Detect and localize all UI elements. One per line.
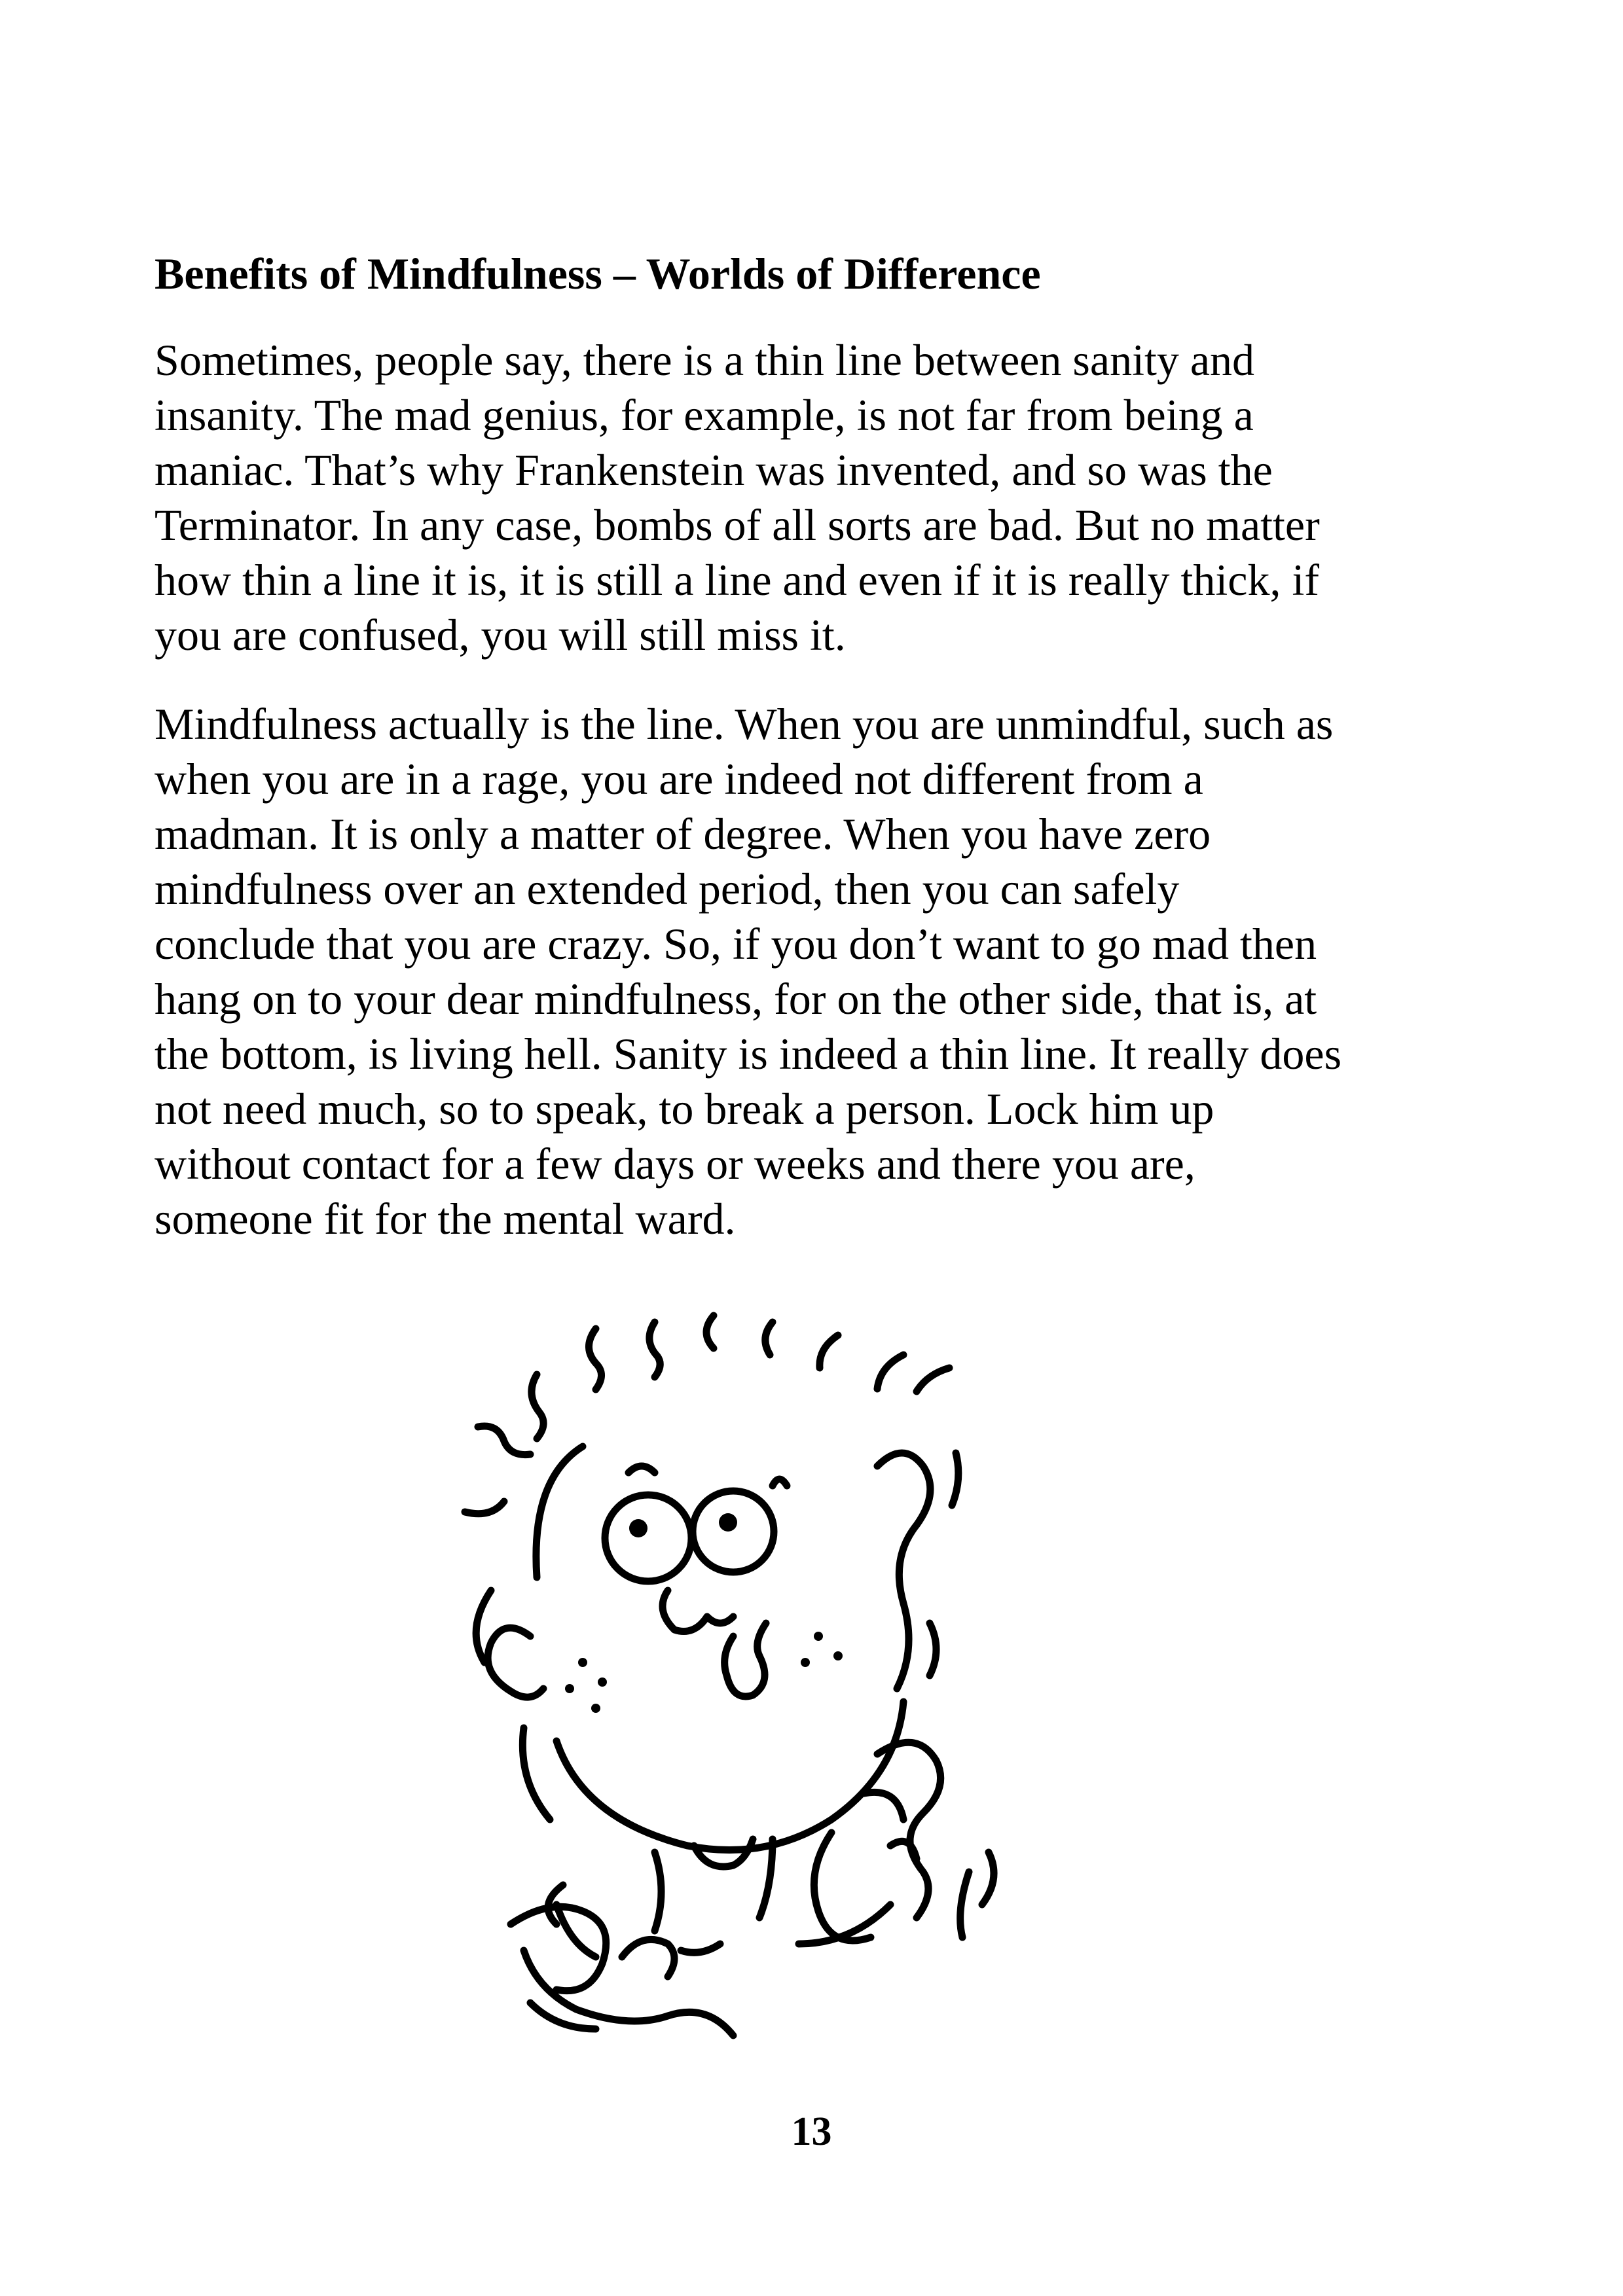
paragraph-2	[155, 696, 1503, 1246]
text-line: you are confused, you will still miss it.	[155, 610, 846, 660]
text-line: Terminator. In any case, bombs of all sorts are bad. But no matter	[155, 500, 1320, 550]
text-line: the bottom, is living hell. Sanity is indeed a thin line. It really does	[155, 1029, 1342, 1079]
text-line: when you are in a rage, you are indeed not different from a	[155, 754, 1203, 804]
text-line: mindfulness over an extended period, then you can safely	[155, 864, 1180, 914]
cartoon-drawing	[406, 1296, 1126, 2081]
text-line: someone fit for the mental ward.	[155, 1194, 736, 1244]
crazy-man-illustration	[406, 1296, 1126, 2081]
hair-strands	[465, 1316, 958, 1514]
paragraph-1	[155, 332, 1503, 662]
text-line: without contact for a few days or weeks and there you are,	[155, 1139, 1195, 1189]
text-line: not need much, so to speak, to break a person. Lock him up	[155, 1084, 1214, 1134]
text-line: insanity. The mad genius, for example, is not far from being a	[155, 390, 1254, 440]
section-heading: Benefits of Mindfulness – Worlds of Difference	[155, 249, 1041, 298]
eyes	[605, 1466, 787, 1581]
text-line: Sometimes, people say, there is a thin line between sanity and	[155, 335, 1255, 385]
face-features	[565, 1590, 843, 1713]
page-number: 13	[791, 2109, 832, 2154]
text-line: maniac. That’s why Frankenstein was invented, and so was the	[155, 445, 1273, 495]
text-line: hang on to your dear mindfulness, for on the other side, that is, at	[155, 974, 1317, 1024]
text-line: Mindfulness actually is the line. When you are unmindful, such as	[155, 699, 1334, 749]
text-line: conclude that you are crazy. So, if you don’t want to go mad then	[155, 919, 1317, 969]
text-line: madman. It is only a matter of degree. When you have zero	[155, 809, 1211, 859]
text-line: how thin a line it is, it is still a line and even if it is really thick, if	[155, 555, 1320, 605]
